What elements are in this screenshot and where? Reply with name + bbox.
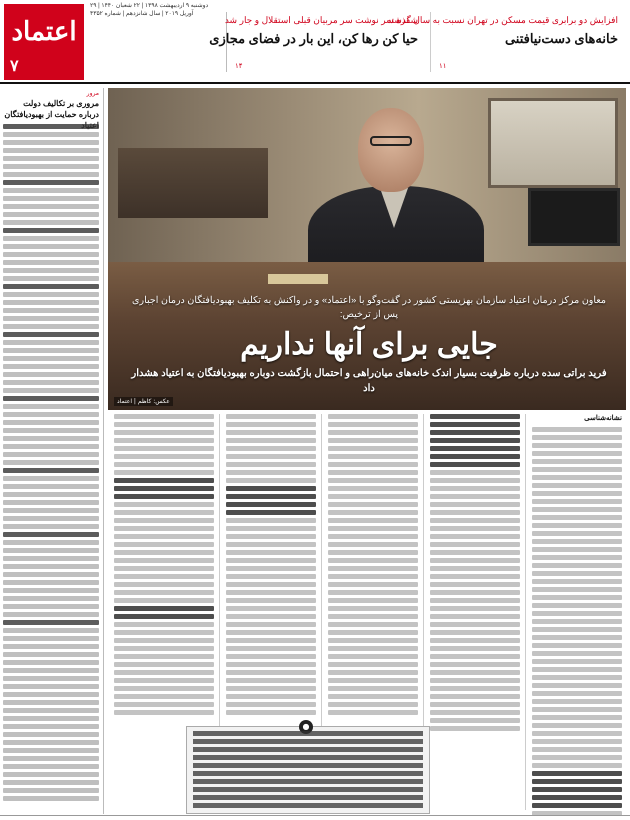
teaser-headline: خانه‌های دست‌نیافتنی (504, 31, 618, 46)
article-callout-box (186, 722, 430, 814)
photo-nameplate (268, 274, 328, 284)
issue-info: دوشنبه ۹ اردیبهشت ۱۳۹۸ | ۲۲ شعبان ۱۴۴۰ | ۲۹ آوریل ۲۰۱۹ | سال شانزدهم | شماره ۴۳۵۲ (90, 3, 209, 17)
sidebar-section-tag: مرور (86, 90, 99, 97)
photo-subject-glasses (370, 136, 412, 146)
sidebar-column (0, 88, 104, 814)
hero-subtitle: فرید براتی سده درباره ظرفیت بسیار اندک خانه‌های میان‌راهی و احتمال بازگشت دوباره بهبودیافتگان به اعتیاد هشدار داد (131, 368, 607, 394)
photo-window (488, 98, 618, 188)
page-number: ۷ (10, 58, 19, 75)
photo-subject-head (358, 108, 424, 192)
teaser-sports[interactable] (209, 12, 424, 72)
column-heading: نشانه‌شناسی (584, 415, 622, 422)
photo-credit: عکس: کاظم | اعتماد (114, 397, 173, 406)
masthead (0, 0, 630, 84)
hero-photo[interactable] (108, 88, 626, 410)
photo-monitor (528, 188, 620, 246)
hero-text-overlay (126, 294, 612, 396)
teaser-kicker: افزایش دو برابری قیمت مسکن در تهران نسبت به سال گذشته (386, 15, 618, 25)
teaser-page: ۱۴ (235, 62, 243, 70)
masthead-divider (0, 82, 630, 84)
sidebar-body-text (3, 124, 99, 804)
teaser-headline: حیا کن رها کن، این بار در فضای مجازی (209, 31, 418, 46)
article-column-2 (426, 414, 524, 810)
hero-lead: معاون مرکز درمان اعتیاد سازمان بهزیستی کشور در گفت‌وگو با «اعتماد» و در واکنش به تکلیف بهبودیافتگان درمان اجباری پس از ترخیص: (132, 295, 606, 320)
callout-bullet-icon: ● (299, 720, 313, 734)
newspaper-logo[interactable] (4, 4, 84, 80)
logo-text: اعتماد (11, 17, 77, 47)
photo-shelf (118, 148, 268, 218)
article-column-1 (528, 414, 626, 810)
hero-title[interactable]: جایی برای آنها نداریم (240, 328, 498, 361)
column-divider (525, 414, 526, 810)
teaser-housing[interactable] (386, 12, 624, 72)
sidebar-headline[interactable]: مروری بر تکالیف دولت درباره حمایت از بهبودیافتگان (4, 99, 99, 119)
teaser-page: ۱۱ (439, 62, 447, 70)
teaser-kicker: شفره سر نوشت سر مربیان قبلی استقلال و جار شد (224, 15, 418, 25)
page-footer-rule (0, 815, 630, 816)
